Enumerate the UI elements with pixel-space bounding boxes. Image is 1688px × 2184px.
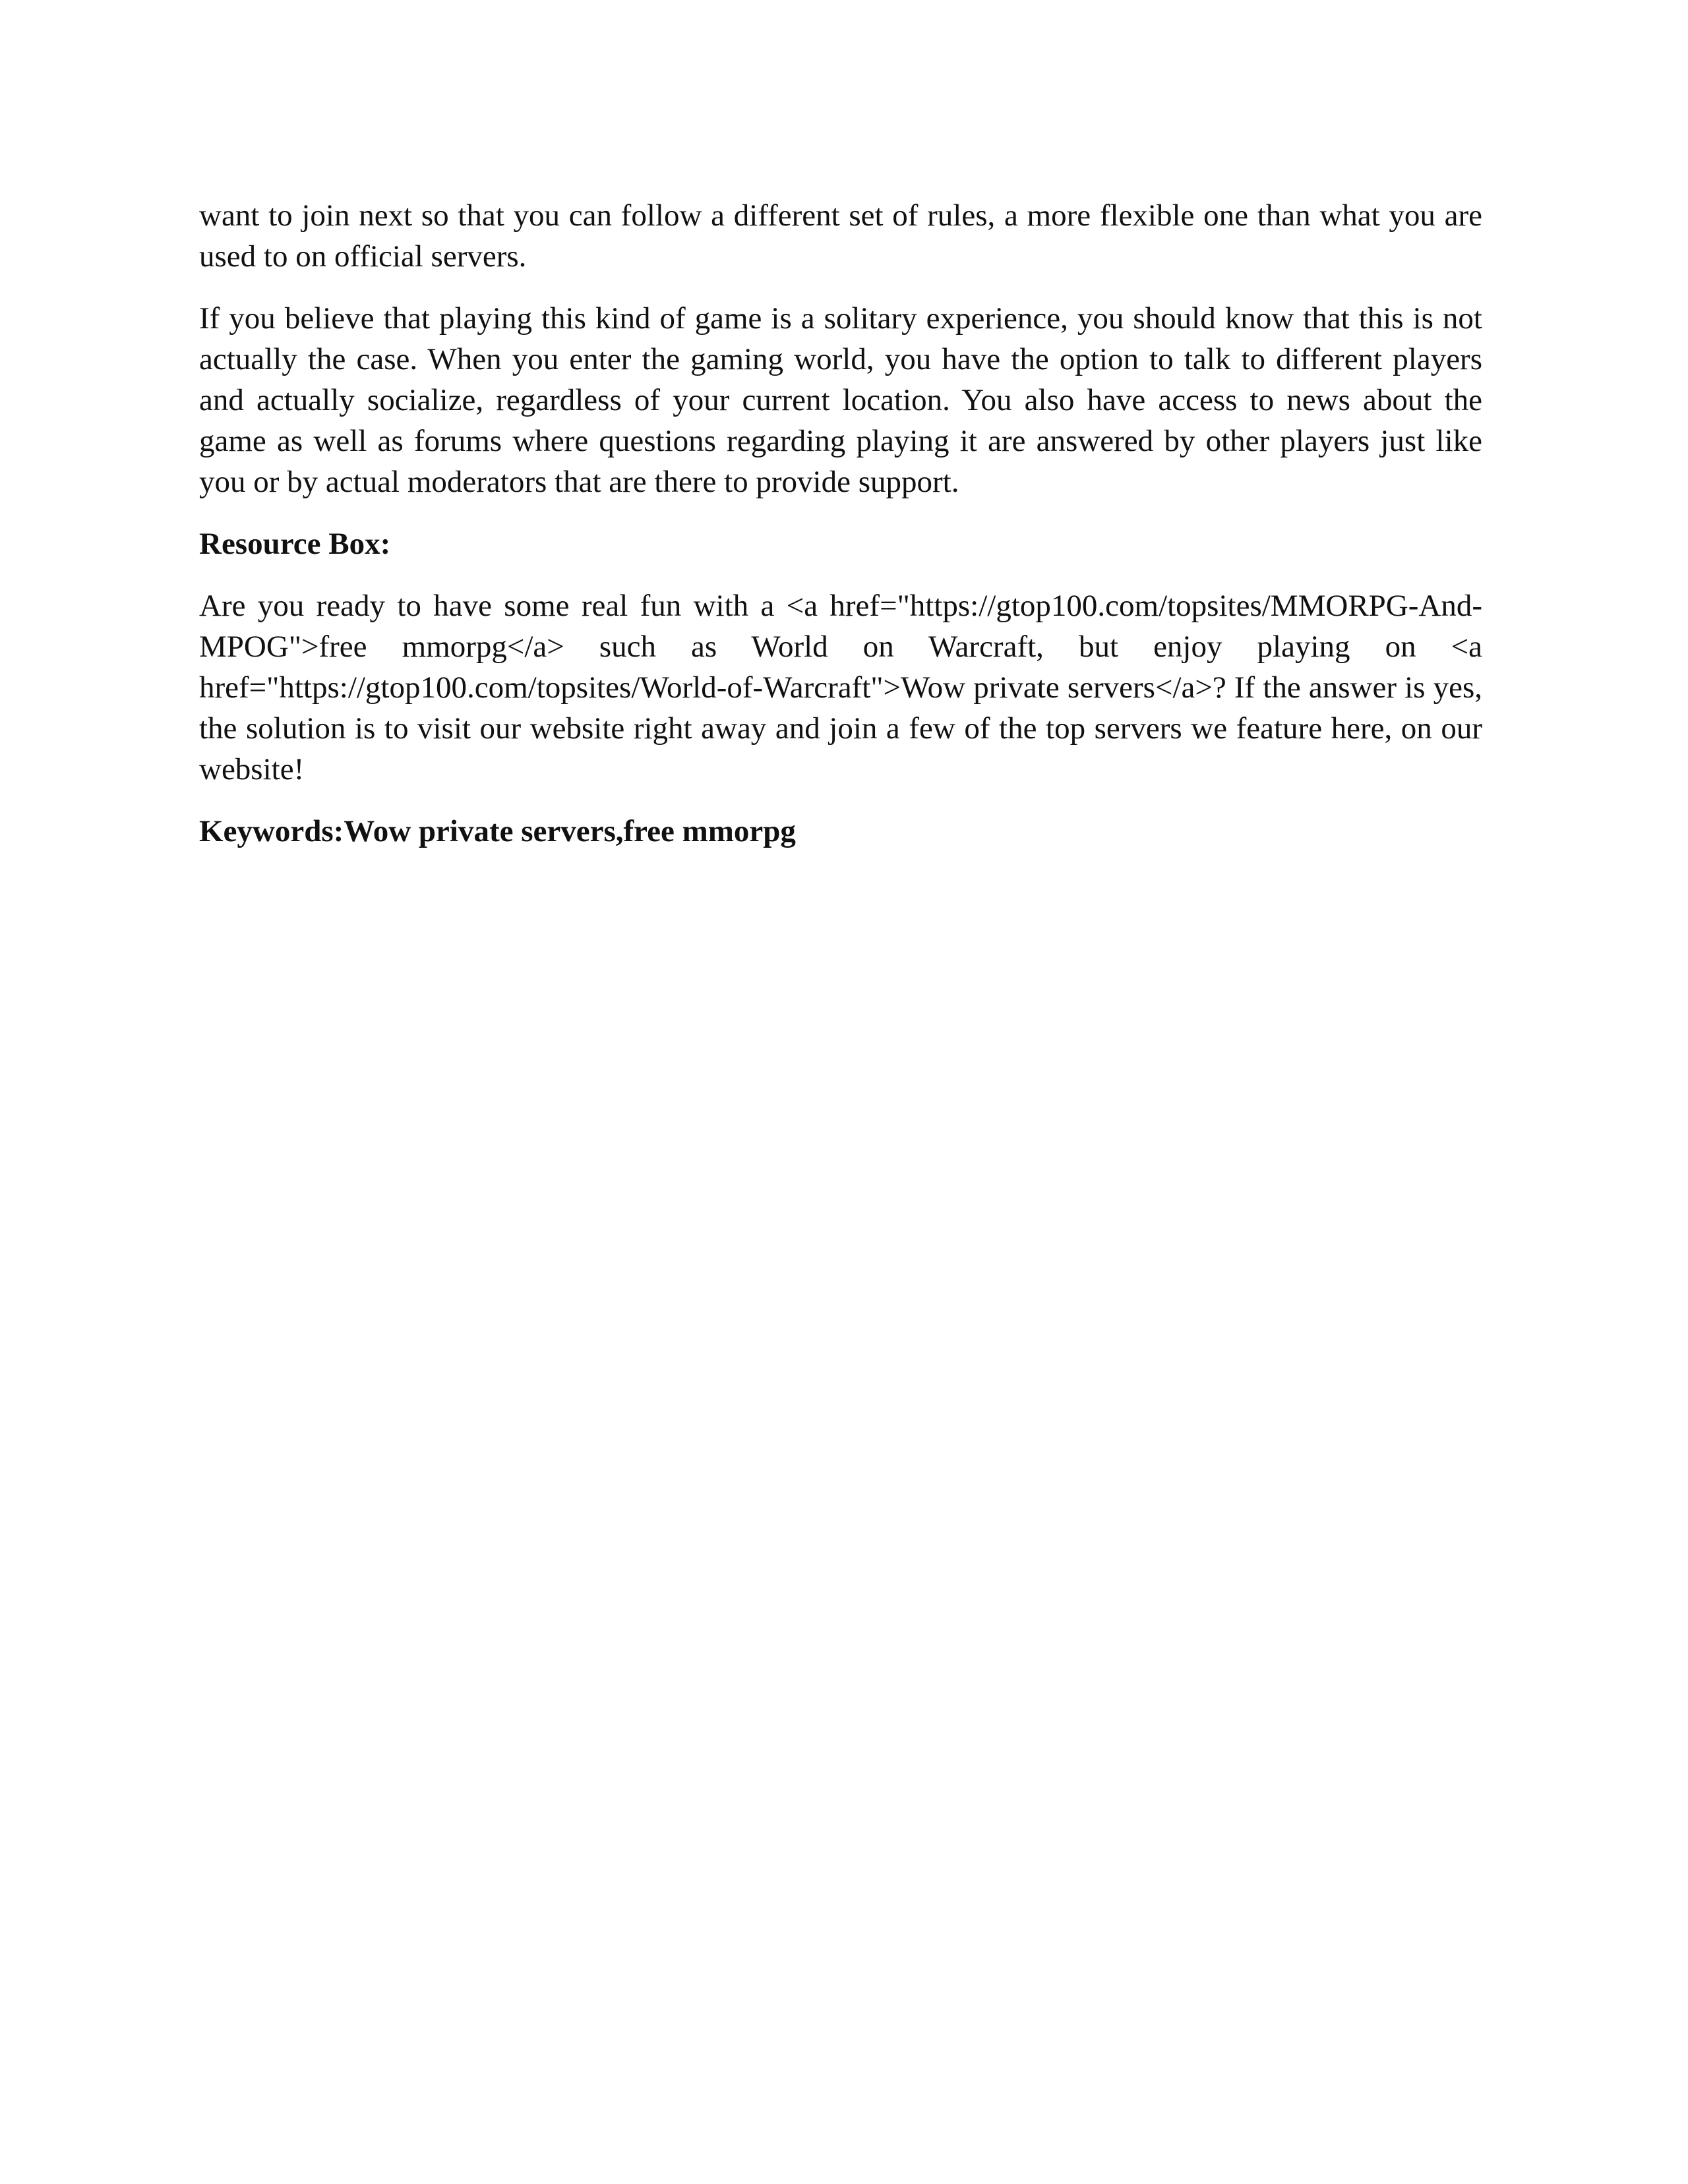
paragraph-social: If you believe that playing this kind of game is a solitary experience, you should know that this is not actually the case. When you enter the gaming world, you have the option to talk to different players and actually socialize, regardless of your current location. You also have access to news about the game as well as forums where questions regarding playing it are answered by other players just like you or by actual moderators that are there to provide support.	[199, 301, 1482, 499]
document-body	[199, 195, 1482, 873]
paragraph-resource: Are you ready to have some real fun with a <a href="https://gtop100.com/topsites/MMORPG-And-MPOG">free mmorpg</a> such as World on Warcraft, but enjoy playing on <a href="https://gtop100.com/topsites/World-of-Warcraft">Wow private servers</a>? If the answer is yes, the solution is to visit our website right away and join a few of the top servers we feature here, on our website!	[199, 589, 1482, 786]
paragraph-continuation: want to join next so that you can follow a different set of rules, a more flexible one than what you are used to on official servers.	[199, 198, 1482, 274]
resource-box-heading: Resource Box:	[199, 527, 391, 561]
keywords-line: Keywords:Wow private servers,free mmorpg	[199, 814, 796, 848]
